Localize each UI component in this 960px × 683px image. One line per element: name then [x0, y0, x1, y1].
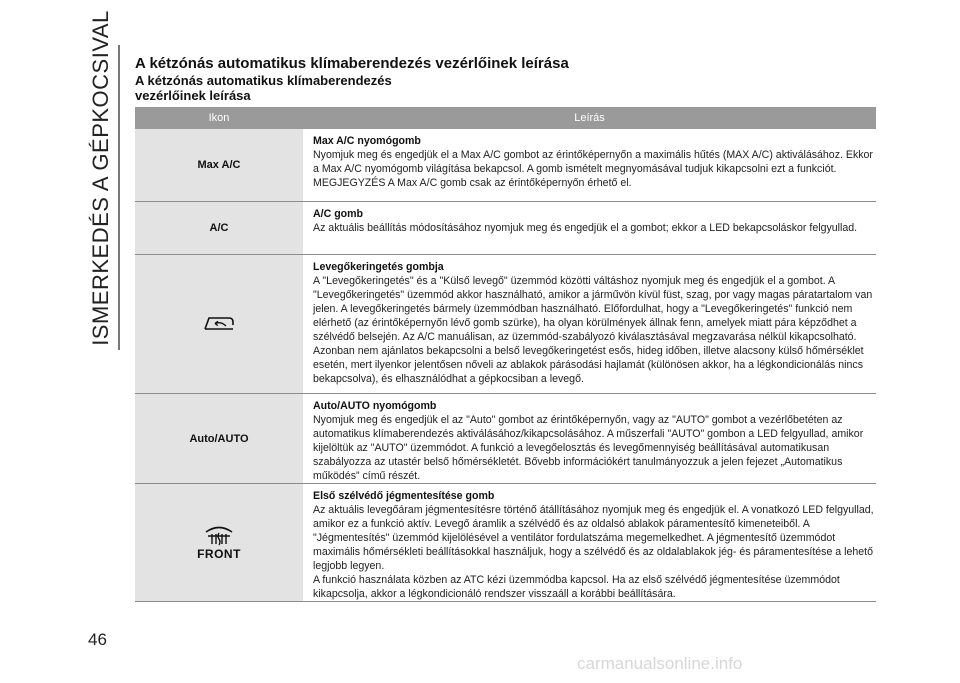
row-text: Nyomjuk meg és engedjük el az "Auto" gombot az érintőképernyőn, vagy az "AUTO" gombot a vezérlőbetéten az automatikus klímaberendezés aktiválásához/kikapcsolásához. A műszerfali "AUTO" gombon a LED felgyullad, amikor kijelöltük az "AUTO" üzemmódot. A funkció a levegőelosztás és levegőmennyiség beállításával automatikusan szabályozza az utastér belső hőmérsékletét. Bővebb információkért tanulmányozzuk a jelen fejezet „Automatikus működés” című részét.	[313, 414, 864, 482]
max-ac-label: Max A/C	[135, 129, 303, 201]
header-icon-column: Ikon	[208, 112, 230, 124]
table-row	[135, 129, 876, 202]
chapter-divider-line	[118, 45, 120, 350]
controls-table	[135, 107, 876, 602]
table-header	[135, 107, 876, 129]
row-text: A "Levegőkeringetés" és a "Külső levegő" üzemmód közötti váltáshoz nyomjuk meg és engedjük el a gombot. A "Levegőkeringetés" üzemmód akkor használható, amikor a járművön kívül füst, szag, por vagy magas páratartalom van jelen. A levegőkeringetés bármely üzemmódban használható. Előfordulhat, hogy a "Levegőkeringetés" funkció nem elérhető (az érintőképernyőn lévő gomb szürke), ha olyan körülmények állnak fenn, amelyek miatt pára képződhet a szélvédő belsején. Az A/C manuálisan, az üzemmód-szabályozó kiválasztásával megzavarása nélkül kikapcsolható. Azonban nem ajánlatos bekapcsolni a belső levegőkeringetést esős, hideg időben, illetve alacsony külső hőmérséklet esetén, mert ilyenkor jelentősen nőveli az ablakok párásodási hajlamát (különösen akkor, ha a légkondicionálás nincs bekapcsolva), és elhasználódhat a gépkocsiban a levegő.	[313, 275, 873, 385]
row-description	[303, 394, 876, 483]
auto-label: Auto/AUTO	[135, 394, 303, 483]
row-text: Az aktuális levegőáram jégmentesítésre történő átállításához nyomjuk meg és engedjük el. A vonatkozó LED felgyullad, amikor ez a funkció aktív. Levegő áramlik a szélvédő és az oldalsó ablakok páramentesítő kimeneteiből. A "Jégmentesítés" üzemmód kijelölésével a ventilátor fordulatszáma megemelkedhet. A jégmentesítő üzemmódot maximális hőmérsékleti beállításokkal használjuk, hogy a szélvédő és az oldalablakok jég- és páramentesítése a lehető legjobb legyen.	[313, 504, 874, 572]
row-title: Első szélvédő jégmentesítése gomb	[313, 490, 495, 502]
chapter-side-title-text: ISMERKEDÉS A GÉPKOCSIVAL	[88, 9, 113, 346]
row-description	[303, 129, 876, 201]
row-title: Max A/C nyomógomb	[313, 135, 421, 147]
table-row	[135, 484, 876, 602]
row-description	[303, 255, 876, 393]
row-description	[303, 484, 876, 601]
table-row	[135, 255, 876, 394]
row-text: Az aktuális beállítás módosításához nyomjuk meg és engedjük el a gombot; ekkor a LED bekapcsoláskor felgyullad.	[313, 222, 858, 234]
row-title: Levegőkeringetés gombja	[313, 261, 444, 273]
row-text: Nyomjuk meg és engedjük el a Max A/C gombot az érintőképernyőn a maximális hűtés (MAX A/C) aktiválásához. Ekkor a Max A/C nyomógomb világítása bekapcsol. A gomb ismételt megnyomásával tudjuk kikapcsolni ezt a funkciót.	[313, 149, 873, 175]
row-description	[303, 202, 876, 254]
section-subtitle: A kétzónás automatikus klímaberendezés vezérlőinek leírása	[135, 73, 392, 103]
watermark: carmanualsonline.info	[577, 654, 743, 673]
table-row	[135, 394, 876, 484]
table-row	[135, 202, 876, 255]
page-number: 46	[88, 630, 107, 649]
row-note: MEGJEGYZÉS A Max A/C gomb csak az érintőképernyőn érhető el.	[313, 177, 632, 189]
page-title: A kétzónás automatikus klímaberendezés vezérlőinek leírása	[135, 55, 569, 72]
row-title: A/C gomb	[313, 208, 364, 220]
front-defrost-icon	[197, 524, 241, 561]
row-extra-text: A funkció használata közben az ATC kézi üzemmódba kapcsol. Ha az első szélvédő jégmentesítése üzemmódot kikapcsolja, akkor a légkondicionáló rendszer visszaáll a korábbi beállítására.	[313, 574, 840, 600]
chapter-side-title	[84, 0, 118, 355]
recirculation-icon-cell	[135, 255, 303, 393]
recirculation-icon	[201, 313, 237, 336]
ac-label: A/C	[135, 202, 303, 254]
front-defrost-icon-cell	[135, 484, 303, 601]
header-description-column: Leírás	[574, 112, 605, 124]
row-title: Auto/AUTO nyomógomb	[313, 400, 437, 412]
front-label: FRONT	[197, 547, 241, 561]
